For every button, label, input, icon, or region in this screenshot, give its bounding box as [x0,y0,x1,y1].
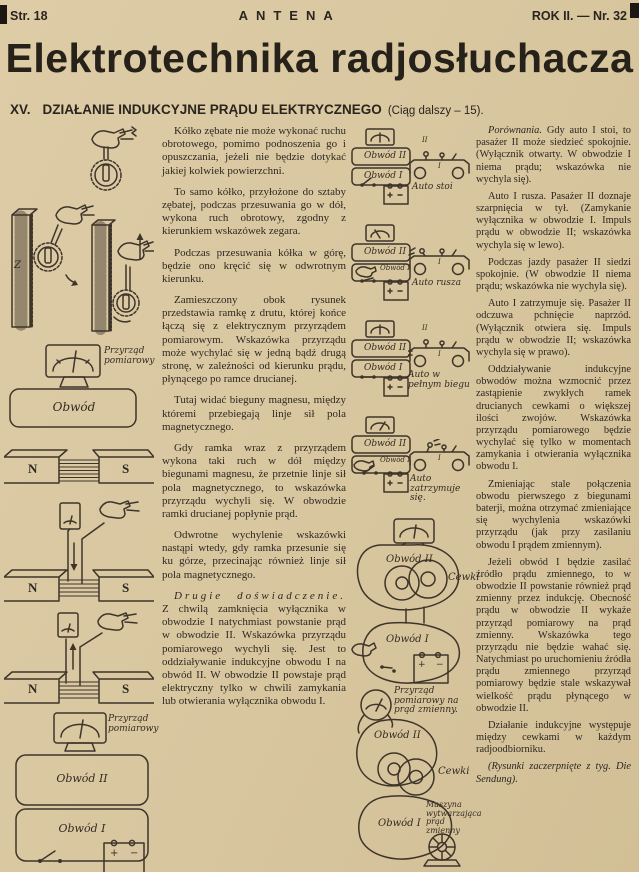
paragraph: Zmieniając stale połączenia obwodu pierwszego z biegunami baterji, można otrzymać zmieniające się wychylenia wskazówki przyrządu (jak przy zasilaniu obwodu I prądem zmiennym). [476,478,631,551]
circuit-ii-label: Obwód II [364,343,406,353]
passenger-label: II [422,136,428,144]
middle-text-column [162,125,346,872]
page-body [0,123,639,872]
section-title: DZIAŁANIE INDUKCYJNE PRĄDU ELEKTRYCZNEGO [42,102,382,117]
paragraph: Auto I zatrzymuje się. Pasażer II odczuwa pchnięcie naprzód. (Wyłącznik otwiera się. Impuls prądu w obwodzie II; wskazówka wychyla się w prawo). [476,298,631,358]
issue-number: ROK II. — Nr. 32 [531,9,627,23]
paragraph: Podczas przesuwania kółka w górę, będzie ono kręcić się w odwrotnym kierunku. [162,246,346,285]
figure-meter-circuit [4,339,158,431]
caption-auto-zatrzymuje: Auto zatrzymuje się. [410,474,461,504]
left-figure-column [4,125,158,872]
circuit-ii-label: Obwód II [374,730,421,741]
figure-auto-pelny-bieg [350,317,472,413]
caption-auto-stoi: Auto stoi [412,182,453,192]
paragraph: Podczas jazdy pasażer II siedzi spokojnie. (W obwodzie II niema prądu; wskazówka nie wychyla się). [476,256,631,293]
paragraph: Odwrotne wychylenie wskazówki nastąpi wtedy, gdy ramka przesunie się ku górze, przecinając również linje sił pola magnetycznego. [162,529,346,581]
caption-auto-pelny: Auto w pełnym biegu [408,370,470,390]
figure-gear-free [4,125,158,195]
circuit-i-label: Obwód I [58,822,106,835]
rack-label: Z [14,260,21,271]
right-text-column [476,125,631,872]
coils-label: Cewki [438,766,470,777]
figure-auto-zatrzymuje [350,413,472,517]
section-number: XV. [10,102,31,117]
paragraph: Kółko zębate nie może wykonać ruchu obrotowego, pomimo podnoszenia go i opuszczania, jeżeli nie będzie dotykać jakiej kolwiek powierzchni. [162,125,346,177]
circuit-label: Obwód [52,400,96,414]
masthead: ANTENA [238,8,341,23]
north-pole-label: N [28,681,38,696]
paragraph-comparison [476,125,631,186]
figure-credit: (Rysunki zaczerpnięte z tyg. Die Sendung). [476,761,631,785]
north-pole-label: N [28,461,38,476]
paragraph: Zamieszczony obok rysunek przedstawia ramkę z drutu, której końce łączą się z elektrycznym przyrządem pomiarowym. Wskazówka przyrządu może wychylać się w jedną bądź drugą stronę, w zależności od kierunku prądu, płynącego po ramce drucianej. [162,294,346,386]
gear-rack-drawing [4,199,154,335]
figure-coils-battery [350,517,480,685]
circuit-ii-label: Obwód II [364,247,406,257]
page-header [0,0,639,23]
south-pole-label: S [122,681,130,696]
print-edge-mark-left [0,5,7,24]
circuit-i-label: Obwód I [380,456,410,464]
figure-coils-generator [350,685,482,871]
caption-auto-rusza: Auto rusza [412,278,462,288]
circuit-ii-label: Obwód II [364,439,406,449]
circuit-ii-label: Obwód II [386,554,433,565]
paragraph: Tutaj widać bieguny magnesu, między któremi przebiegają linje sił pola magnetycznego. [162,394,346,433]
circuit-open-switch-drawing [350,127,412,209]
car-label: I [438,258,441,266]
print-edge-mark-right [630,3,639,18]
figure-magnet-poles [4,435,158,491]
paragraph: Auto I rusza. Pasażer II doznaje szarpnięcia w tył. (Zamykanie wyłącznika w obwodzie I. Impuls prądu w obwodzie II; wskazówka wychyla się w lewo). [476,190,631,251]
comparison-lead: Porównania. [488,125,542,136]
south-pole-label: S [122,580,130,595]
battery-minus: − [130,848,139,859]
meter-label: Przyrząd pomiarowy [104,346,155,366]
frame-down-drawing [4,495,154,607]
battery-minus: − [436,660,444,670]
circuit-i-label: Obwód I [378,818,421,829]
battery-plus: + [418,660,426,670]
paragraph: To samo kółko, przyłożone do sztaby zębatej, podczas przesuwania go w dół, wykona ruch obrotowy, zgodny z kierunkiem wskazówek zegara. [162,185,346,238]
circuit-closed-switch-drawing [350,319,412,401]
figure-gear-rack [4,199,158,335]
gear-free-drawing [4,125,154,195]
generator-label: Maszyna wytwarzająca prąd zmienny [426,800,482,835]
paragraph: Oddziaływanie indukcyjne obwodów można wzmocnić przez zastąpienie zwykłych ramek drucianych cewkami o większej ilości zwojów. Wskazówka przyrządu pomiarowego będzie wychylać się tylko w momentach zamykania i otwierania wyłącznika obwodu I. [476,364,631,473]
paragraph: Działanie indukcyjne występuje między cewkami w każdym radjoodbiorniku. [476,719,631,756]
paragraph: Jeżeli obwód I będzie zasilać źródło prądu zmiennego, to w obwodzie II powstanie również prąd zmienny przez indukcję. Obecność prądu w obwodzie II wykaże przyrząd pomiarowy na prąd zmienny. Wskazówka tego przyrządu nie będzie wahać się. Natychmiast po uruchomieniu źródła prądu zmiennego przyrząd pomiarowy będzie stale wskazywał wielkość prądu płynącego w obwodzie II. [476,556,631,714]
battery-plus: + [110,848,119,859]
experiment-text: Z chwilą zamknięcia wyłącznika w obwodzie I natychmiast powstanie prąd w obwodzie II. Wskazówka przyrządu pomiarowego wychyli się. Jest to oddziaływanie indukcyjne obwodu I na obwód II. W obwodzie II powstaje prąd elektryczny tylko w chwili zamykania lub otwierania wyłącznika obwodu I. [162,603,346,708]
figure-auto-stoi [350,125,472,221]
north-pole-label: N [28,580,38,595]
circuit-i-label: Obwód I [386,634,429,645]
south-pole-label: S [122,461,130,476]
circuit-ii-label: Obwód II [56,772,108,785]
car-label: I [438,350,441,358]
frame-up-drawing [4,611,154,707]
circuit-i-label: Obwód I [364,363,403,373]
circuit-i-label: Obwód I [364,171,403,181]
comparison-text: Gdy auto I stoi, to pasażer II może siedzieć spokojnie. (Wyłącznik otwarty. W obwodzie I niema prądu; wskazówka nie wychyla się). [476,125,632,185]
coils-battery-drawing [350,517,472,685]
experiment-lead: Drugie doświadczenie. [174,589,346,602]
car-label: I [438,454,441,462]
figure-frame-down [4,495,158,607]
section-heading [10,102,639,117]
page-number: Str. 18 [10,9,48,23]
ac-meter-label: Przyrząd pomiarowy na prąd zmienny. [394,686,459,716]
passenger-label: II [422,324,428,332]
coils-label: Cewki [448,572,480,583]
circuit-ii-label: Obwód II [364,151,406,161]
section-continuation: (Ciąg dalszy – 15). [387,105,484,117]
paragraph: Gdy ramka wraz z przyrządem wykona taki ruch w dół między biegunami magnesu, że przetnie linje sił pola magnetycznego, to wskazówka przyrządu wychyli się. W obwodzie ramki drucianej popłynie prąd. [162,441,346,520]
car-label: I [438,162,441,170]
article-title: Elektrotechnika radjosłuchacza [5,35,634,81]
figure-two-circuits [4,711,158,872]
diagram-column [350,125,482,872]
magnet-poles-drawing [4,435,154,491]
figure-frame-up [4,611,158,707]
meter-label: Przyrząd pomiarowy [108,714,159,734]
circuit-i-label: Obwód I [380,264,410,272]
figure-auto-rusza [350,221,472,317]
paragraph-experiment [162,590,346,709]
